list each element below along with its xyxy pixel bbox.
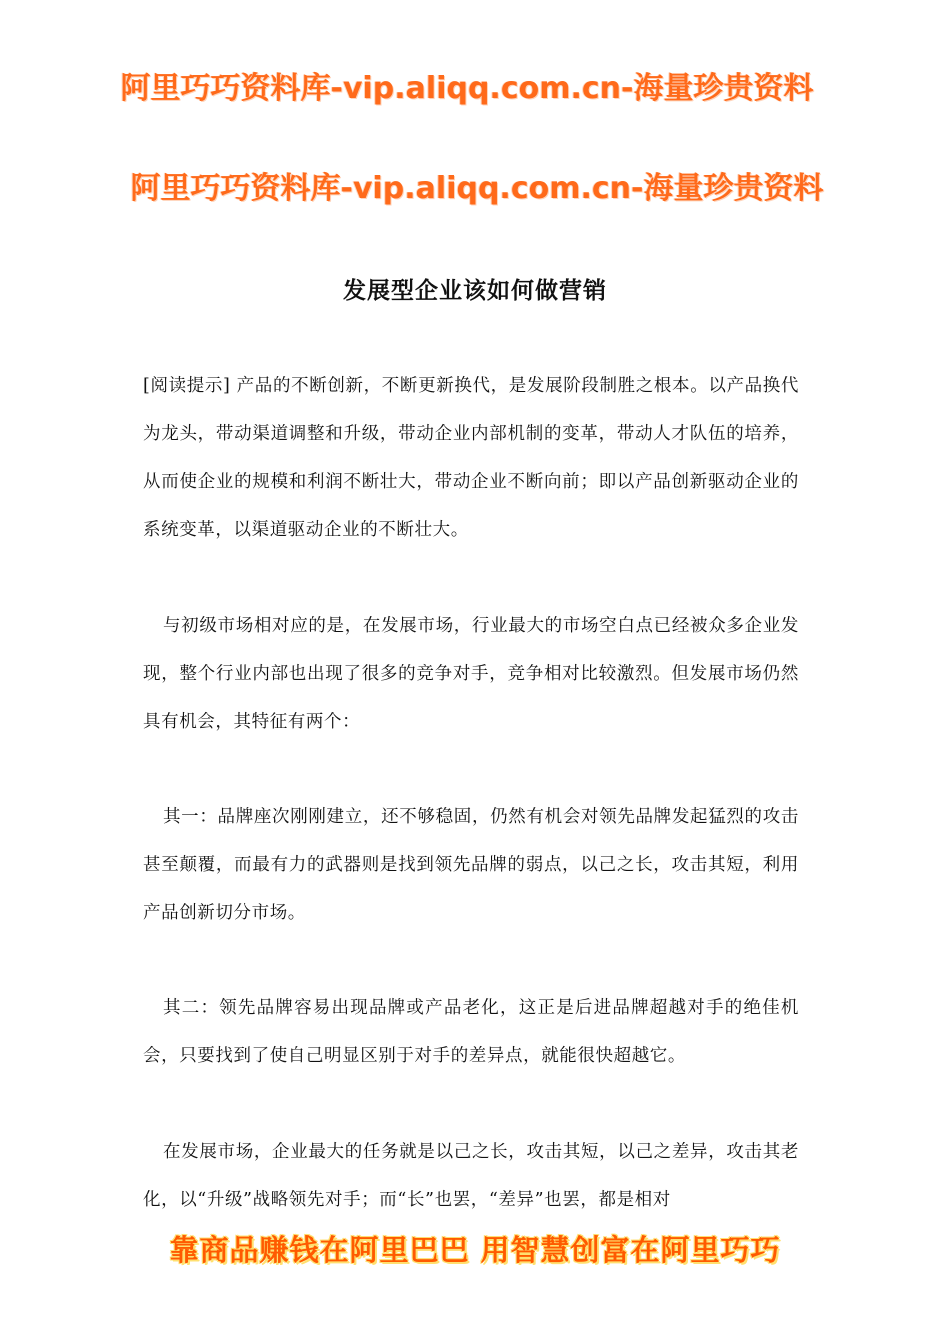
article-paragraph: 其二：领先品牌容易出现品牌或产品老化，这正是后进品牌超越对手的绝佳机会，只要找到了使自己明显区别于对手的差异点，就能很快超越它。: [143, 998, 799, 1066]
footer-slogan-banner: 靠商品赚钱在阿里巴巴 用智慧创富在阿里巧巧: [0, 1222, 950, 1282]
article-paragraph-intro: [阅读提示] 产品的不断创新，不断更新换代，是发展阶段制胜之根本。以产品换代为龙头，带动渠道调整和升级，带动企业内部机制的变革，带动人才队伍的培养，从而使企业的规模和利润不断壮大，带动企业不断向前；即以产品创新驱动企业的系统变革，以渠道驱动企业的不断壮大。: [143, 376, 799, 540]
header-banner-2: 阿里巧巧资料库-vip.aliqq.com.cn-海量珍贵资料: [130, 171, 824, 206]
article-paragraph: 其一：品牌座次刚刚建立，还不够稳固，仍然有机会对领先品牌发起猛烈的攻击甚至颠覆，而最有力的武器则是找到领先品牌的弱点，以己之长，攻击其短，利用产品创新切分市场。: [143, 807, 799, 923]
article-paragraph: 与初级市场相对应的是，在发展市场，行业最大的市场空白点已经被众多企业发现，整个行业内部也出现了很多的竞争对手，竞争相对比较激烈。但发展市场仍然具有机会，其特征有两个：: [143, 616, 799, 732]
article-title: 发展型企业该如何做营销: [343, 277, 607, 304]
article-paragraph: 在发展市场，企业最大的任务就是以己之长，攻击其短，以己之差异，攻击其老化，以“升级”战略领先对手；而“长”也罢，“差异”也罢，都是相对: [143, 1142, 799, 1210]
header-banner-1: 阿里巧巧资料库-vip.aliqq.com.cn-海量珍贵资料: [120, 71, 814, 106]
